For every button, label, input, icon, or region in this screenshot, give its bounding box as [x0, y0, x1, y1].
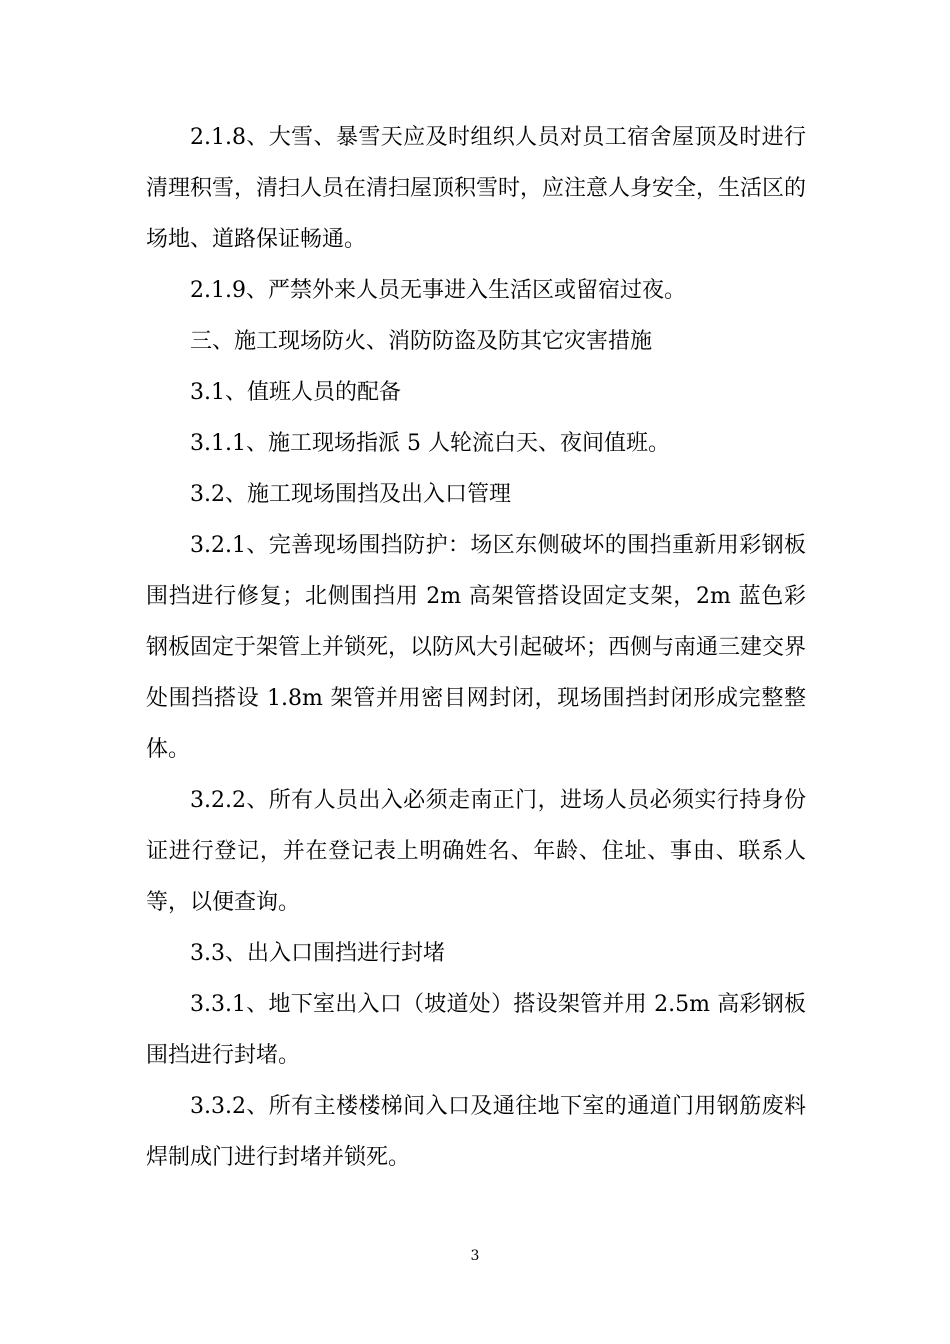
subheading-3-2: 3.2、施工现场围挡及出入口管理: [190, 482, 511, 507]
paragraph-2-1-9: 2.1.9、严禁外来人员无事进入生活区或留宿过夜。: [190, 278, 686, 303]
paragraph-3-2-1: 3.2.1、完善现场围挡防护：场区东侧破坏的围挡重新用彩钢板围挡进行修复；北侧围挡用 2m 高架管搭设固定支架，2m 蓝色彩钢板固定于架管上并锁死，以防风大引起破坏；西侧与南通三建交界处围挡搭设 1.8m 架管并用密目网封闭，现场围挡封闭形成完整整体。: [146, 533, 807, 762]
subheading-3-3: 3.3、出入口围挡进行封堵: [190, 941, 445, 966]
paragraph-3-1-1: 3.1.1、施工现场指派 5 人轮流白天、夜间值班。: [190, 431, 670, 456]
paragraph-3-3-2: 3.3.2、所有主楼楼梯间入口及通往地下室的通道门用钢筋废料焊制成门进行封堵并锁死。: [146, 1094, 806, 1170]
paragraph-2-1-8: 2.1.8、大雪、暴雪天应及时组织人员对员工宿舍屋顶及时进行清理积雪，清扫人员在清扫屋顶积雪时，应注意人身安全，生活区的场地、道路保证畅通。: [146, 125, 807, 252]
section-heading-3: 三、施工现场防火、消防防盗及防其它灾害措施: [190, 329, 653, 354]
subheading-3-1: 3.1、值班人员的配备: [190, 380, 401, 405]
document-body: [146, 112, 806, 1183]
paragraph-3-2-2: 3.2.2、所有人员出入必须走南正门，进场人员必须实行持身份证进行登记，并在登记表上明确姓名、年龄、住址、事由、联系人等，以便查询。: [146, 788, 806, 915]
page-number: 3: [470, 1248, 480, 1264]
paragraph-3-3-1: 3.3.1、地下室出入口（坡道处）搭设架管并用 2.5m 高彩钢板围挡进行封堵。: [146, 992, 806, 1068]
